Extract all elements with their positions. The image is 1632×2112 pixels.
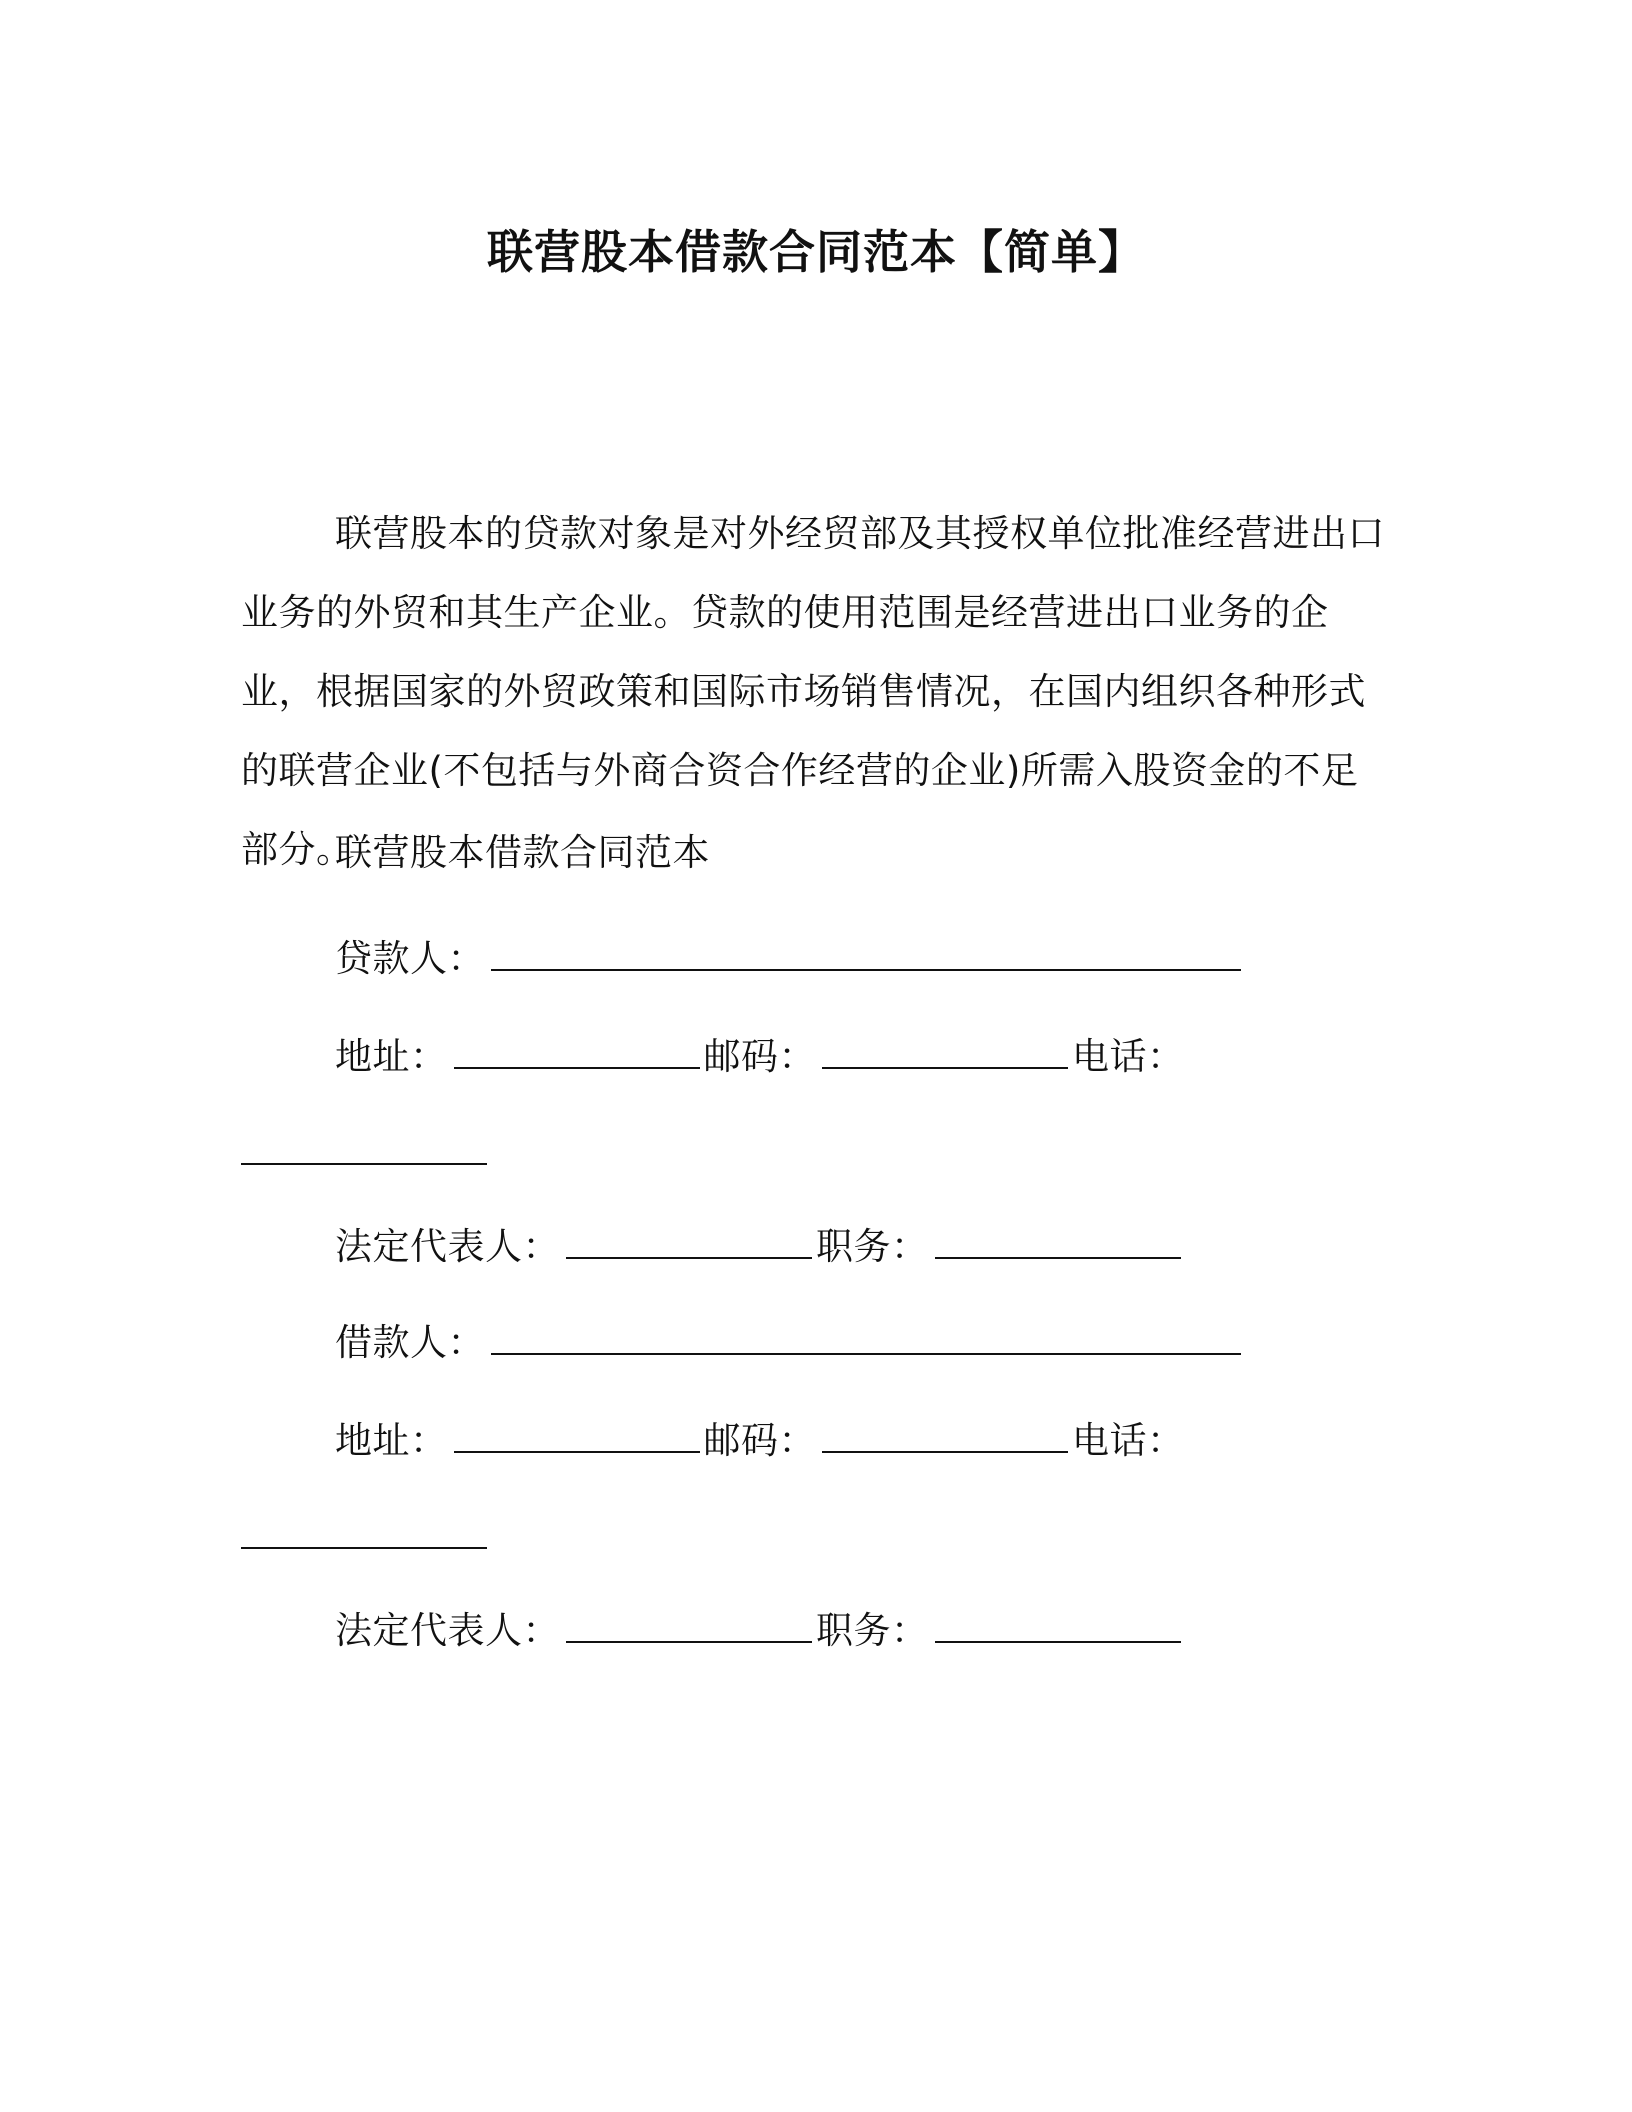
lender-name-blank[interactable] bbox=[491, 937, 1241, 971]
borrower-rep-line bbox=[335, 1606, 1185, 1656]
borrower-name-blank[interactable] bbox=[491, 1321, 1241, 1355]
borrower-rep-blank[interactable] bbox=[566, 1609, 812, 1643]
lender-phone-label: 电话： bbox=[1072, 1035, 1185, 1078]
borrower-label: 借款人： bbox=[335, 1321, 485, 1364]
lender-contact-line bbox=[335, 1032, 1185, 1082]
lender-label: 贷款人： bbox=[335, 937, 485, 980]
lender-rep-label: 法定代表人： bbox=[335, 1225, 560, 1268]
borrower-postcode-label: 邮码： bbox=[703, 1419, 816, 1462]
borrower-address-label: 地址： bbox=[335, 1419, 448, 1462]
lender-phone-blank[interactable] bbox=[241, 1131, 487, 1165]
lender-address-label: 地址： bbox=[335, 1035, 448, 1078]
borrower-rep-label: 法定代表人： bbox=[335, 1609, 560, 1652]
borrower-contact-line bbox=[335, 1416, 1185, 1466]
lender-phone-line bbox=[241, 1128, 491, 1178]
intro-paragraph: 联营股本的贷款对象是对外经贸部及其授权单位批准经营进出口业务的外贸和其生产企业。贷款的使用范围是经营进出口业务的企业，根据国家的外贸政策和国际市场销售情况，在国内组织各种形式的联营企业(不包括与外商合资合作经营的企业)所需入股资金的不足部分。 bbox=[241, 512, 1385, 871]
lender-position-label: 职务： bbox=[816, 1225, 929, 1268]
borrower-address-blank[interactable] bbox=[454, 1419, 700, 1453]
borrower-position-blank[interactable] bbox=[935, 1609, 1181, 1643]
borrower-phone-blank[interactable] bbox=[241, 1515, 487, 1549]
borrower-line bbox=[335, 1318, 1245, 1368]
borrower-postcode-blank[interactable] bbox=[822, 1419, 1068, 1453]
lender-address-blank[interactable] bbox=[454, 1035, 700, 1069]
borrower-position-label: 职务： bbox=[816, 1609, 929, 1652]
document-title: 联营股本借款合同范本【简单】 bbox=[487, 225, 1145, 279]
borrower-phone-line bbox=[241, 1512, 491, 1562]
lender-rep-line bbox=[335, 1222, 1185, 1272]
lender-postcode-label: 邮码： bbox=[703, 1035, 816, 1078]
contract-subtitle bbox=[335, 828, 710, 878]
lender-line bbox=[335, 934, 1245, 984]
borrower-phone-label: 电话： bbox=[1072, 1419, 1185, 1462]
lender-rep-blank[interactable] bbox=[566, 1225, 812, 1259]
subtitle-text: 联营股本借款合同范本 bbox=[335, 831, 710, 874]
lender-position-blank[interactable] bbox=[935, 1225, 1181, 1259]
lender-postcode-blank[interactable] bbox=[822, 1035, 1068, 1069]
